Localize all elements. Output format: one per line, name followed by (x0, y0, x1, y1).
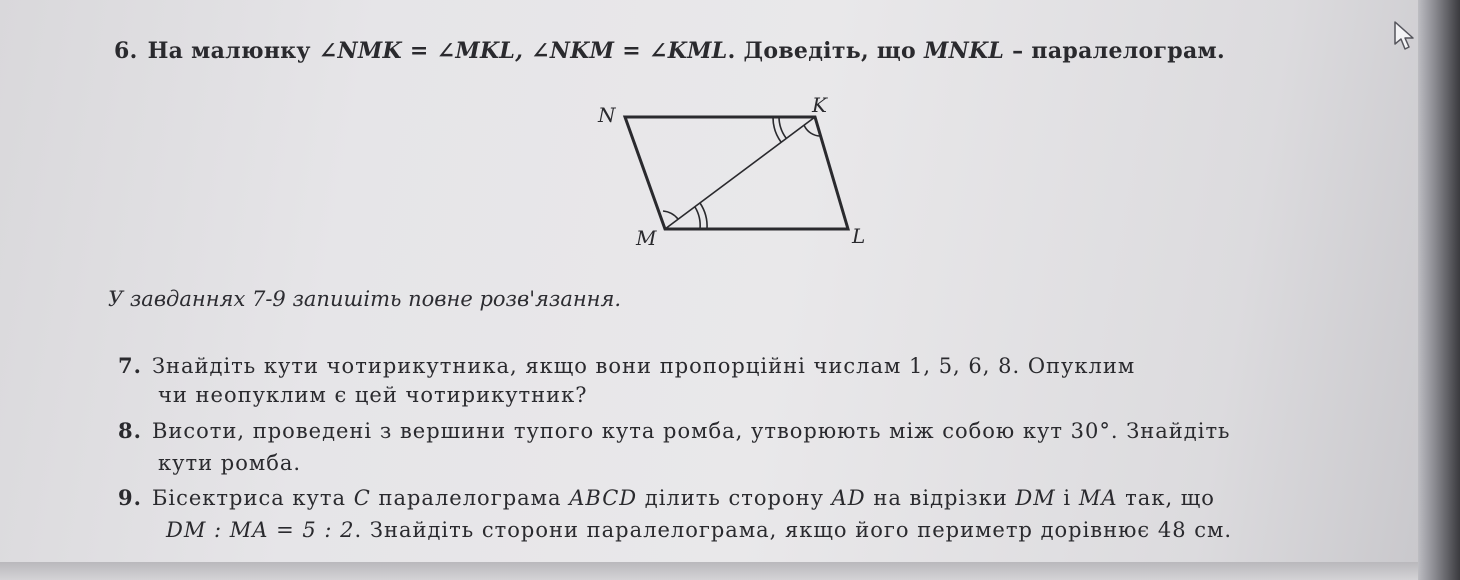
task-number: 8. (118, 418, 142, 443)
task-number: 6. (114, 38, 138, 64)
task-text: – паралелограм. (1004, 38, 1225, 64)
vertex-label-k: K (812, 95, 827, 117)
page-bottom-edge (0, 562, 1420, 580)
vertex-label-n: N (598, 103, 616, 127)
angle-arc-m-double-1 (695, 207, 700, 229)
task-math: DM : MA = 5 : 2 (166, 518, 355, 542)
parallelogram-figure (590, 95, 890, 255)
task-8-line-1 (118, 418, 1231, 443)
task-text: Висоти, проведені з вершини тупого кута ромба, утворюють між собою кут 30°. Знайдіть (151, 419, 1231, 443)
angle-arc-m-double-2 (700, 203, 707, 229)
task-text: Бісектриса кута (151, 486, 354, 510)
task-text: так, що (1117, 486, 1215, 510)
mouse-pointer-icon (1393, 20, 1419, 52)
task-text: паралелограма (370, 486, 570, 510)
task-7-line-1 (118, 353, 1135, 378)
angle-arc-m-single (663, 211, 678, 219)
angle-arc-k-double-1 (779, 117, 786, 138)
task-6 (114, 38, 1225, 64)
task-7-line-2: чи неопуклим є цей чотирикутник? (158, 383, 588, 407)
task-text: На малюнку (147, 38, 319, 64)
task-math: DM (1015, 486, 1056, 510)
task-number: 7. (118, 353, 142, 378)
task-math: AD (831, 486, 866, 510)
task-text: . Доведіть, що (727, 38, 924, 64)
vertex-label-l: L (852, 224, 866, 248)
task-text: . Знайдіть сторони паралелограма, якщо його периметр дорівнює 48 см. (354, 518, 1233, 542)
parallelogram-outline (625, 117, 848, 229)
task-8-line-2: кути ромба. (158, 451, 302, 475)
task-9-line-2 (166, 518, 1232, 542)
task-math: C (353, 486, 371, 510)
vertex-label-m: M (636, 226, 657, 250)
task-text: і (1055, 486, 1079, 510)
task-math: ∠NMK = ∠MKL, ∠NKM = ∠KML (318, 38, 728, 64)
task-text: ділить сторону (637, 486, 832, 510)
task-math: MNKL (923, 38, 1005, 64)
diagonal-mk (665, 117, 815, 229)
task-number: 9. (118, 485, 142, 510)
task-text: Знайдіть кути чотирикутника, якщо вони пропорційні числам 1, 5, 6, 8. Опуклим (151, 354, 1136, 378)
task-math: MA (1078, 486, 1118, 510)
task-9-line-1 (118, 485, 1215, 510)
monitor-bezel (1418, 0, 1460, 580)
section-instructions: У завданнях 7-9 запишіть повне розв'язання. (108, 287, 622, 311)
task-math: ABCD (569, 486, 638, 510)
task-text: на відрізки (865, 486, 1016, 510)
